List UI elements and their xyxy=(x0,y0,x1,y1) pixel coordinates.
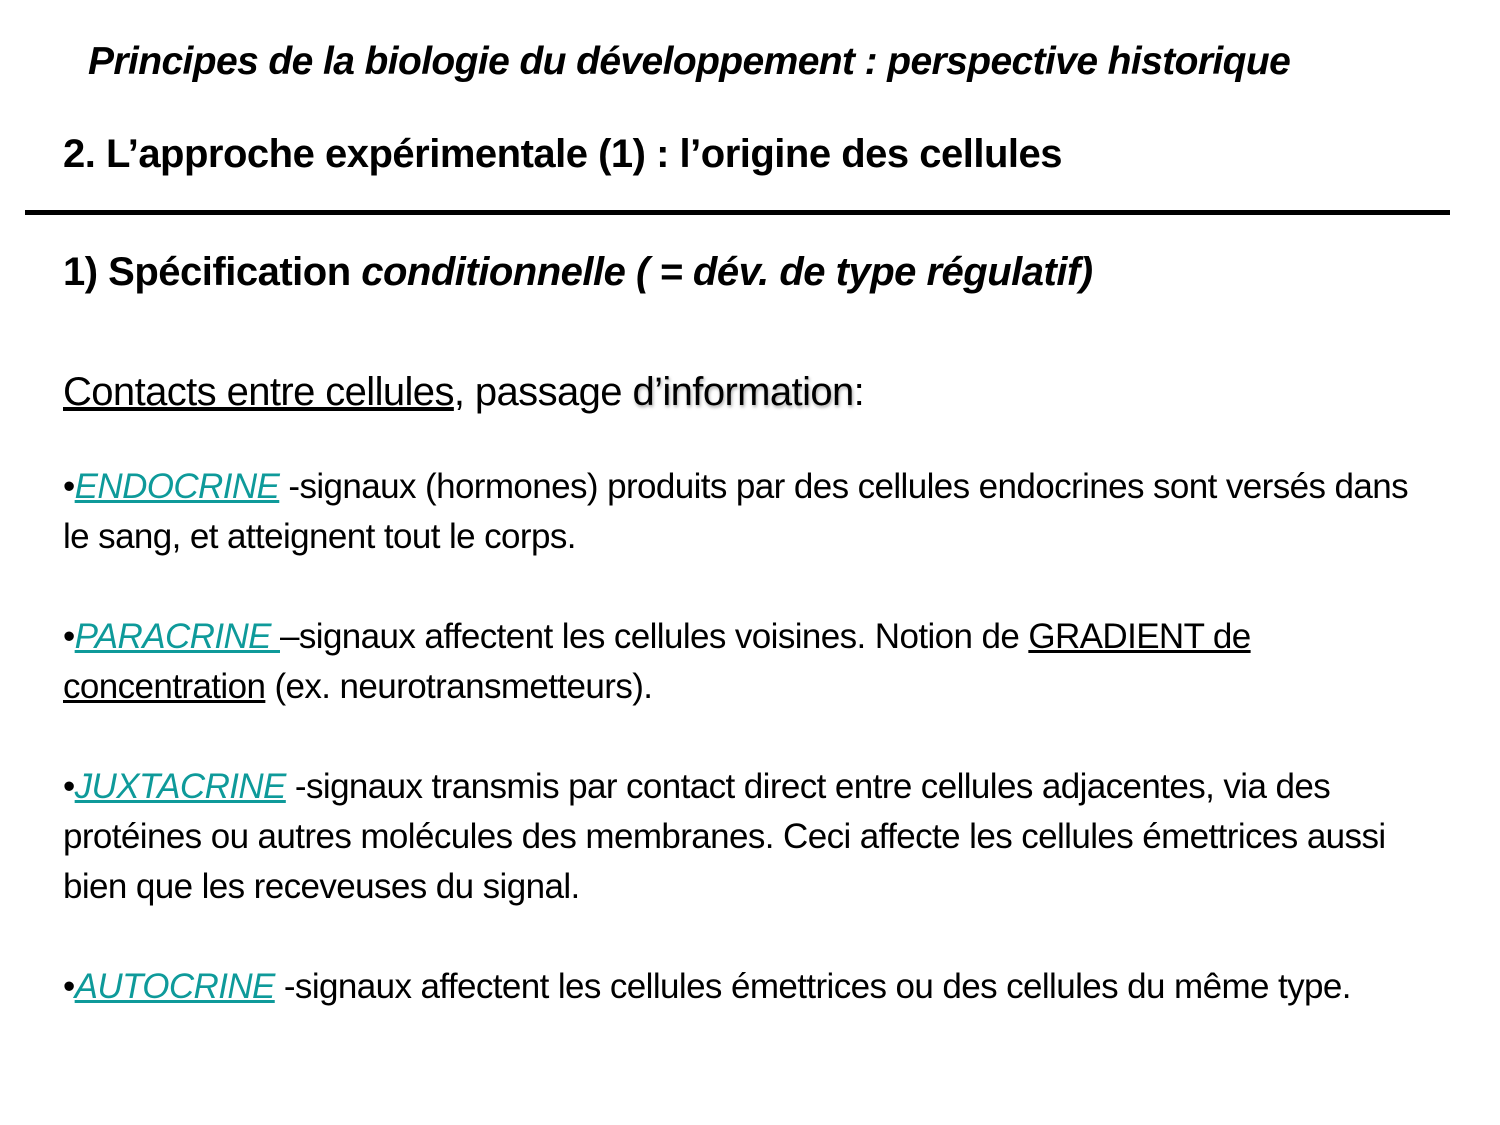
item-text-after: (ex. neurotransmetteurs). xyxy=(265,667,653,706)
list-item-paracrine xyxy=(63,612,1443,712)
bullet: • xyxy=(63,467,75,506)
signaling-list xyxy=(63,462,1443,1062)
document-title: Principes de la biologie du développement : perspective historique xyxy=(88,40,1291,83)
gradient-underlined: GRADIENT de concentration xyxy=(63,617,1251,706)
section-title: 2. L’approche expérimentale (1) : l’origine des cellules xyxy=(63,132,1063,176)
specification-prefix: 1) Spécification xyxy=(63,250,362,294)
contacts-underlined: Contacts entre cellules xyxy=(63,370,454,414)
contacts-middle: , passage xyxy=(453,370,633,414)
list-item-juxtacrine xyxy=(63,762,1443,912)
item-text: -signaux affectent les cellules émettrices ou des cellules du même type. xyxy=(274,967,1351,1006)
bullet: • xyxy=(63,617,75,656)
specification-heading xyxy=(63,250,1093,295)
item-text: –signaux affectent les cellules voisines. Notion de xyxy=(280,617,1029,656)
term-link-paracrine[interactable]: PARACRINE xyxy=(74,617,280,656)
bullet: • xyxy=(63,767,75,806)
term-link-endocrine[interactable]: ENDOCRINE xyxy=(74,467,280,506)
list-item-endocrine xyxy=(63,462,1443,562)
contacts-shadowed: d’information xyxy=(632,370,854,414)
contacts-suffix: : xyxy=(853,370,865,414)
divider-rule xyxy=(25,210,1450,215)
contacts-heading xyxy=(63,370,864,415)
term-link-autocrine[interactable]: AUTOCRINE xyxy=(74,967,275,1006)
list-item-autocrine xyxy=(63,962,1443,1012)
item-text: -signaux transmis par contact direct entre cellules adjacentes, via des protéines ou autres molécules des membranes. Ceci affecte les cellules émettrices aussi bien que les receveuses du signal. xyxy=(63,767,1386,906)
item-text: -signaux (hormones) produits par des cellules endocrines sont versés dans le sang, et atteignent tout le corps. xyxy=(63,467,1408,556)
bullet: • xyxy=(63,967,75,1006)
term-link-juxtacrine[interactable]: JUXTACRINE xyxy=(74,767,286,806)
specification-italic: conditionnelle ( = dév. de type régulatif) xyxy=(361,250,1093,294)
